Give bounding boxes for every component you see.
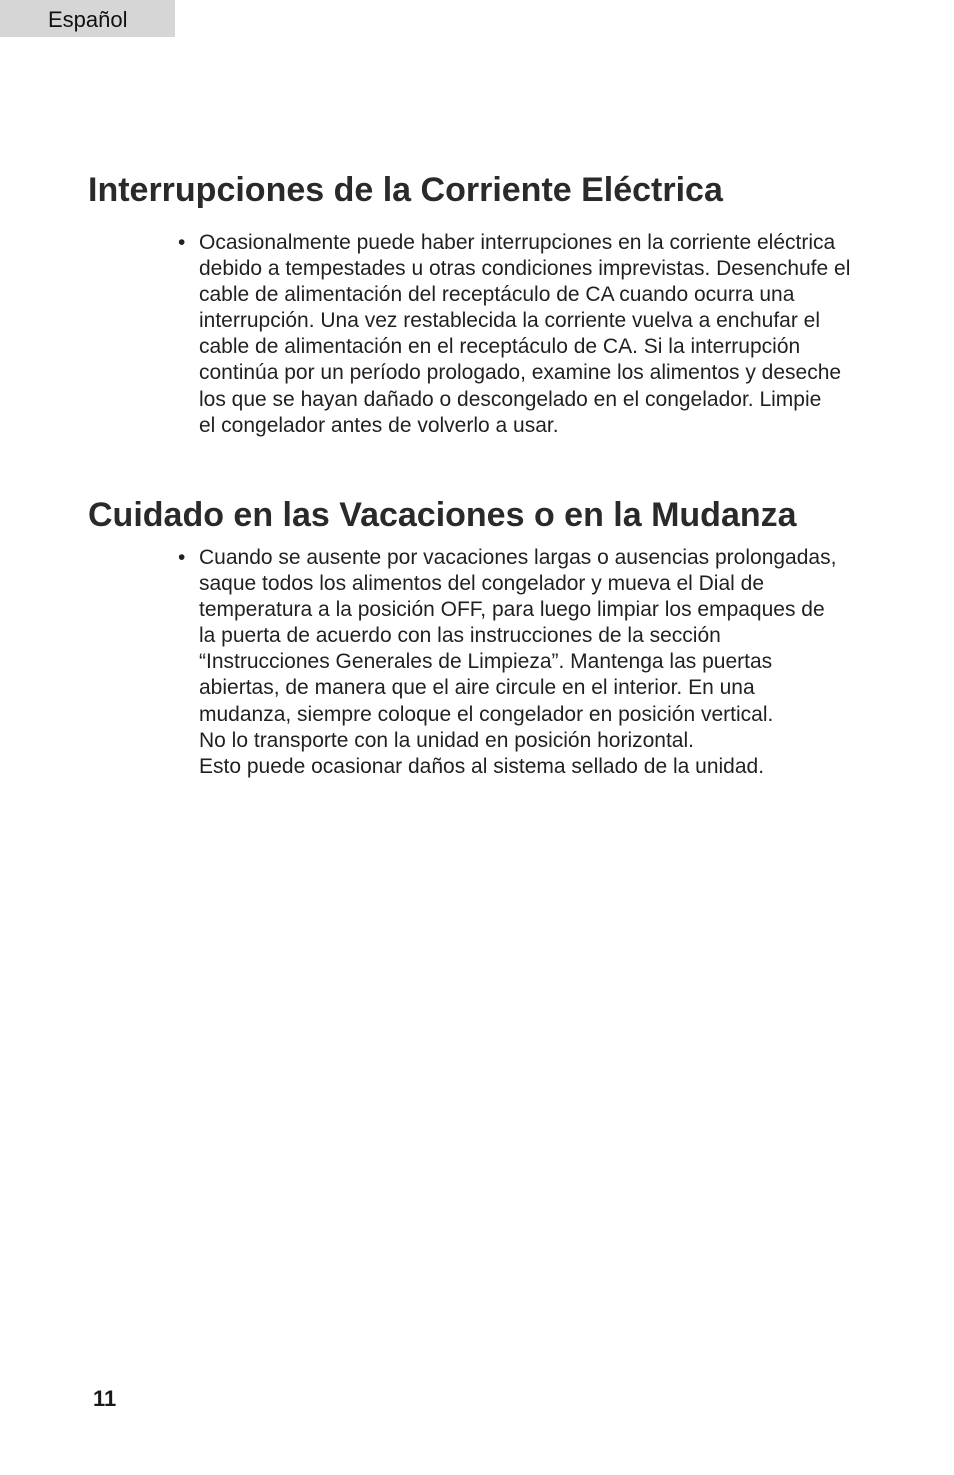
paragraph-text (199, 545, 836, 780)
language-tab-label: Español (48, 7, 128, 32)
paragraph-line: debido a tempestades u otras condiciones imprevistas. Desenchufe el (199, 257, 851, 281)
paragraph-line: mudanza, siempre coloque el congelador en posición vertical. (199, 702, 774, 726)
paragraph-line: Cuando se ausente por vacaciones largas o ausencias prolongadas, (199, 546, 837, 569)
language-tab (0, 0, 175, 37)
bullet-icon: • (178, 546, 186, 569)
page-number: 11 (93, 1386, 117, 1411)
section-title-vacation-moving: Cuidado en las Vacaciones o en la Mudanza (88, 496, 797, 534)
paragraph-line: Esto puede ocasionar daños al sistema sellado de la unidad. (199, 754, 765, 778)
paragraph-line: temperatura a la posición OFF, para luego limpiar los empaques de (199, 598, 825, 622)
paragraph-line: los que se hayan dañado o descongelado en el congelador. Limpie (199, 387, 822, 411)
paragraph-line: cable de alimentación del receptáculo de CA cuando ocurra una (199, 283, 795, 307)
paragraph-line: interrupción. Una vez restablecida la corriente vuelva a enchufar el (199, 309, 821, 333)
paragraph-line: continúa por un período prologado, examine los alimentos y deseche (199, 361, 842, 385)
paragraph-line: cable de alimentación en el receptáculo de CA. Si la interrupción (199, 335, 801, 359)
paragraph-line: No lo transporte con la unidad en posición horizontal. (199, 728, 694, 752)
paragraph-line: “Instrucciones Generales de Limpieza”. Mantenga las puertas (199, 650, 773, 674)
paragraph-line: el congelador antes de volverlo a usar. (199, 413, 559, 437)
paragraph-line: saque todos los alimentos del congelador y mueva el Dial de (199, 572, 765, 596)
paragraph-text (199, 230, 850, 439)
bullet-icon: • (178, 231, 186, 254)
paragraph-line: la puerta de acuerdo con las instrucciones de la sección (199, 624, 721, 648)
section-title-power-interruptions: Interrupciones de la Corriente Eléctrica (88, 171, 723, 209)
paragraph-line: Ocasionalmente puede haber interrupciones en la corriente eléctrica (199, 231, 836, 254)
paragraph-line: abiertas, de manera que el aire circule en el interior. En una (199, 676, 755, 700)
